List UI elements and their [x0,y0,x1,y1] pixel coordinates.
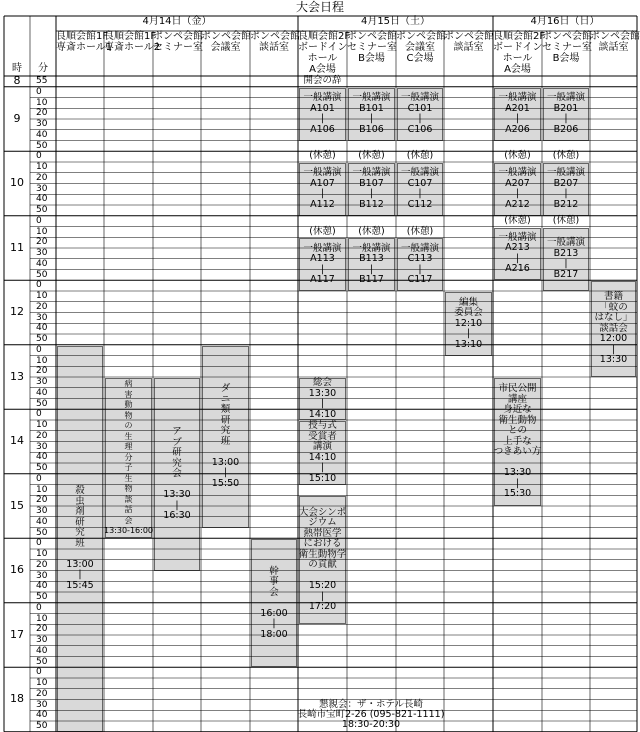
event-text: 大会シンポ ジウム 熱帯医学 における 衛生動物学 の貢献 15:20 | 17:20 [298,506,347,613]
room-header: ポンペ会館 談話室 [444,31,494,53]
minute-label: 20 [36,495,48,506]
event-text: 一般講演 B201 | B206 [546,92,585,135]
minute-label: 20 [36,237,48,248]
minute-label: 30 [36,248,48,258]
minute-label: 0 [36,215,42,226]
event-text: 幹 事 会 16:00 | 18:00 [260,565,288,640]
minute-label: 20 [36,108,48,119]
minute-label: 10 [36,484,48,495]
event-text: (休憩) [309,225,336,237]
minute-label: 50 [36,398,48,409]
event-text: 一般講演 C101 | C106 [400,92,439,135]
event-block [154,378,200,571]
minute-label: 0 [36,344,42,355]
minute-label: 20 [36,624,48,635]
minute-label: 20 [36,366,48,377]
room-header: 良順会館2F ボードイン ホール A会場 [298,31,351,75]
day-header: 4月15日（土） [360,16,431,27]
event-text: (休憩) [406,150,434,162]
minute-label: 0 [36,280,42,291]
day-header: 4月16日（日） [530,16,600,27]
event-block [299,238,346,291]
room-header: 良順会館1F 専斎ホール2 [104,31,161,53]
minute-label: 40 [36,516,48,527]
minute-label: 30 [36,441,48,452]
minute-label: 40 [36,710,48,721]
hour-label: 9 [13,111,21,125]
minute-label: 0 [36,409,42,420]
event-block [298,151,347,162]
minute-label: 20 [36,559,48,570]
event-text: 病 害 動 物 の 生 理 分 子 生 物 談 話 会 13:30-16:00 [104,379,153,536]
minute-label: 50 [36,527,48,538]
event-block [105,378,152,538]
minute-label: 40 [36,452,48,463]
hour-label: 13 [10,369,24,383]
hour-label: 15 [10,498,24,512]
minute-label: 30 [36,312,48,323]
minute-label: 55 [36,76,48,86]
event-block [494,163,541,216]
event-block [299,378,346,420]
minute-label: 10 [36,678,48,688]
event-block [543,228,589,292]
minute-label: 30 [36,506,48,516]
minute-label: 0 [36,602,42,613]
minute-label: 30 [36,377,48,387]
event-block [299,88,346,141]
event-text: 一般講演 A107 | A112 [303,167,342,210]
minute-label: 50 [36,463,48,473]
minute-label: 20 [36,430,48,441]
page-title: 大会日程 [295,0,344,14]
room-header: ポンペ会館 会議室 [201,31,251,53]
minute-label: 50 [36,269,48,280]
minute-label: 10 [36,613,48,624]
minute-label: 40 [36,194,48,205]
minute-label: 50 [36,334,48,344]
event-block [542,151,590,162]
minute-label: 50 [36,205,48,215]
event-text: 書籍 「蚊の はなし」 談話会 12:00 | 13:30 [594,291,633,366]
event-block [396,151,444,162]
room-header: 良順会館2F ボードイン ホール A会場 [493,31,546,75]
room-header: ポンペ会館 セミナー室 B会場 [542,31,592,64]
minute-label: 50 [36,592,48,602]
minute-label: 0 [36,538,42,549]
event-block [493,151,542,162]
minute-label: 20 [36,301,48,312]
event-text: 一般講演 A213 | A216 [498,231,537,275]
minute-label: 20 [36,688,48,699]
minute-label: 40 [36,581,48,592]
minute-label: 0 [36,473,42,484]
event-text: 一般講演 B113 | B117 [352,242,391,286]
minute-label: 40 [36,258,48,269]
event-block [494,228,541,281]
event-block [348,88,395,141]
event-block [202,346,249,528]
event-block [298,227,347,238]
minute-label: 10 [36,420,48,430]
event-block [299,421,346,485]
room-header: ポンペ会館 セミナー室 [153,31,203,53]
hour-label: 11 [10,240,24,254]
room-header: ポンペ会館 会議室 C会場 [396,31,446,64]
event-block [251,539,297,667]
event-block [298,700,444,732]
hour-label: 8 [13,74,21,87]
event-text: 編集 委員会 12:10 | 13:10 [454,296,483,350]
event-block [493,216,542,227]
event-text: 一般講演 B207 | B212 [546,167,585,210]
event-text: 一般講演 C107 | C112 [400,167,439,210]
minute-label: 50 [36,721,48,731]
minute-label: 40 [36,323,48,334]
room-header: ポンペ会館 談話室 [250,31,300,53]
hour-label: 10 [10,176,24,190]
event-text: (休憩) [552,150,580,162]
event-text: (休憩) [406,225,434,237]
hour-label: 17 [10,627,24,641]
event-block [397,88,443,141]
event-text: (休憩) [309,150,336,162]
event-block [397,163,443,216]
minute-label: 40 [36,645,48,656]
hour-label: 18 [10,692,24,706]
minute-label: 10 [36,226,48,237]
minute-label: 40 [36,129,48,140]
minute-label: 30 [36,119,48,129]
event-text: (休憩) [504,150,531,162]
event-block [299,163,346,216]
event-text: (休憩) [504,214,531,226]
room-header: ポンペ会館 セミナー室 B会場 [347,31,397,64]
event-block [494,88,541,141]
event-text: 一般講演 A113 | A117 [303,242,342,286]
event-block [397,238,443,291]
event-block [591,281,636,377]
event-block [494,378,541,506]
minute-label: 10 [36,291,48,301]
hour-label: 14 [10,434,24,448]
event-text: 一般講演 A201 | A206 [498,92,537,135]
event-text: 総会 13:30 | 14:10 [308,377,337,420]
minute-label: 分 [38,63,48,74]
event-block [348,238,395,291]
minute-label: 10 [36,549,48,559]
hour-label: 12 [10,305,24,319]
event-block [348,163,395,216]
minute-label: 10 [36,97,48,108]
minute-label: 30 [36,570,48,581]
event-text: (休憩) [358,150,385,162]
minute-label: 10 [36,355,48,366]
day-header: 4月14日（金） [142,16,212,27]
minute-label: 0 [36,151,42,162]
event-block [299,496,346,624]
event-block [543,88,589,141]
event-block [347,151,396,162]
hour-label: 時 [12,63,22,74]
minute-label: 50 [36,140,48,151]
event-text: (休憩) [358,225,385,237]
event-text: 殺 虫 剤 研 究 班 13:00 | 15:45 [66,485,94,591]
minute-label: 10 [36,162,48,172]
event-block [396,227,444,238]
event-text: 一般講演 B107 | B112 [352,167,391,210]
event-text: 一般講演 B101 | B106 [352,92,391,135]
event-text: (休憩) [552,214,580,226]
event-text: 一般講演 B213 | B217 [546,237,585,280]
minute-label: 30 [36,183,48,194]
event-text: 一般講演 A101 | A106 [303,92,342,135]
event-text: 市民公開 講座 身近な 衛生動物 との 上手な つきあい方 13:30 | 15:30 [493,383,542,500]
hour-label: 16 [10,563,24,577]
event-block [347,227,396,238]
event-block [543,163,589,216]
event-text: 開会の辞 [303,75,342,86]
event-block [57,346,103,732]
minute-label: 20 [36,172,48,183]
event-text: ア ブ 研 究 会 13:30 | 16:30 [163,426,191,521]
event-text: 一般講演 A207 | A212 [498,167,537,210]
minute-label: 40 [36,387,48,398]
event-text: ダ ニ 類 研 究 班 13:00 | 15:50 [211,383,240,489]
room-header: ポンペ会館 談話室 [590,31,640,53]
minute-label: 0 [36,86,42,97]
event-text: 授与式 受賞者 講演 14:10 | 15:10 [308,420,337,484]
minute-label: 30 [36,699,48,710]
minute-label: 30 [36,635,48,645]
minute-label: 50 [36,656,48,667]
event-text: 一般講演 C113 | C117 [400,242,439,286]
event-block [542,216,590,227]
minute-label: 0 [36,667,42,678]
event-block [445,292,492,356]
room-header: 良順会館1F 専斎ホール1 [56,31,113,53]
event-text: 懇親会：ザ・ホテル長崎 長崎市宝町2-26 (095-821-1111) 18:30-20:30 [297,698,445,730]
event-block [298,76,347,87]
